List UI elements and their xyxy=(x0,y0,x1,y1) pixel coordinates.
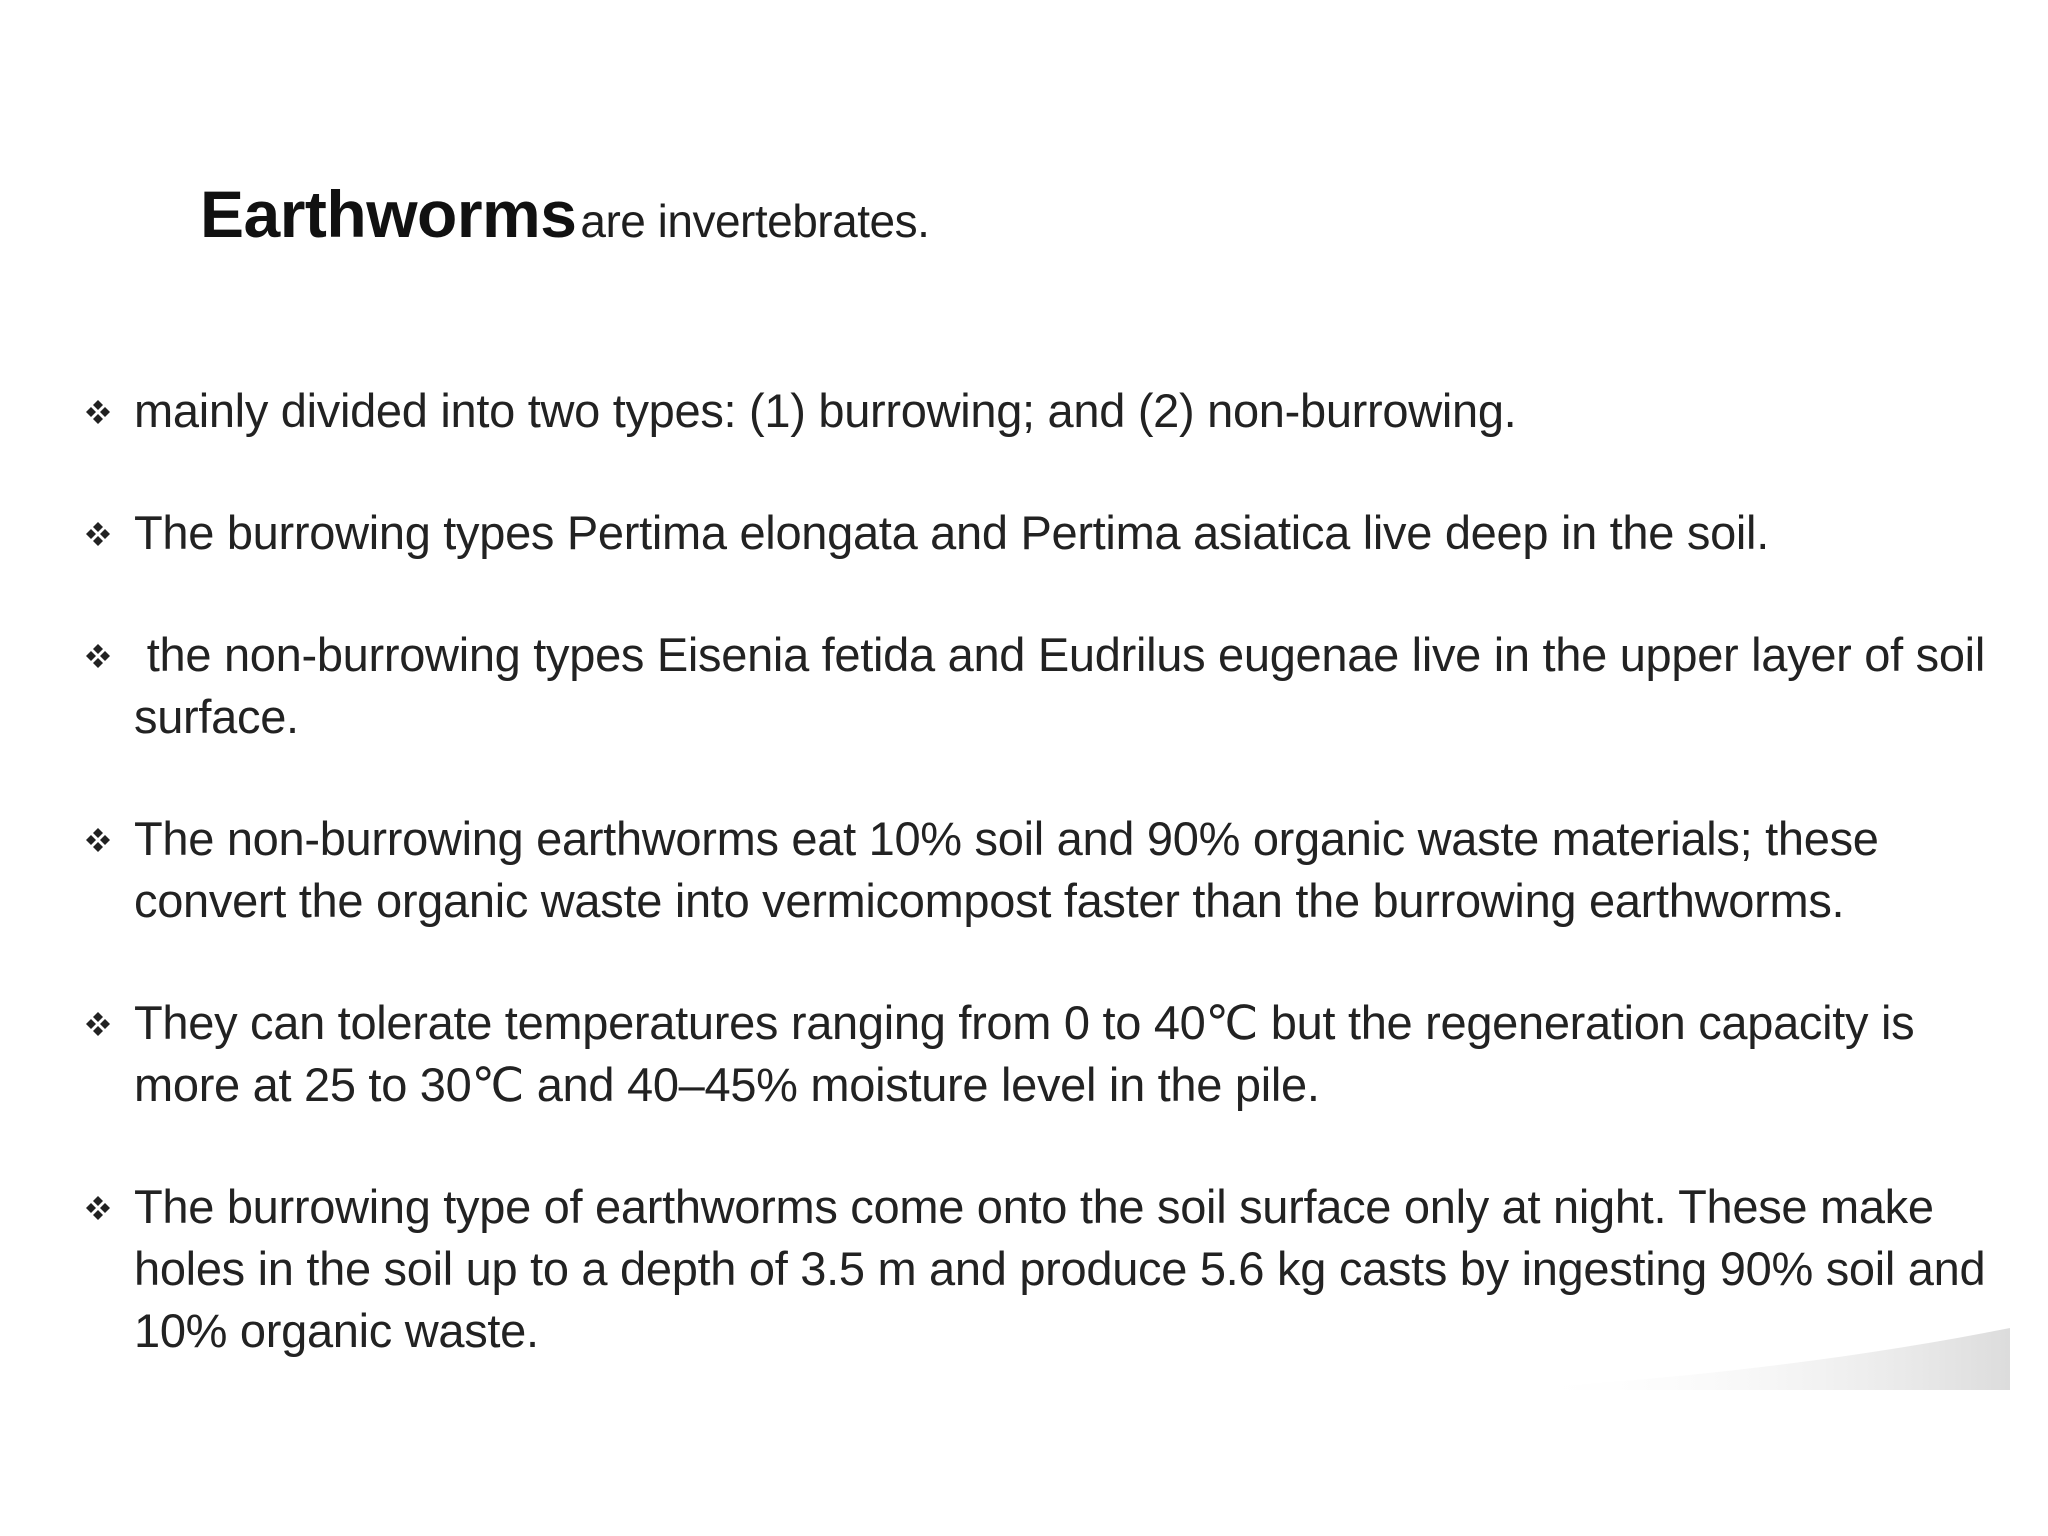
bullet-text: mainly divided into two types: (1) burrowing; and (2) non-burrowing. xyxy=(134,384,1517,437)
bullet-text: the non-burrowing types Eisenia fetida and Eudrilus eugenae live in the upper layer of soil surface. xyxy=(134,628,1998,743)
bullet-item xyxy=(78,502,2008,564)
bullet-text: The burrowing type of earthworms come onto the soil surface only at night. These make holes in the soil up to a depth of 3.5 m and produce 5.6 kg casts by ingesting 90% soil and 10% organic waste. xyxy=(134,1180,1986,1357)
four-diamond-bullet-icon xyxy=(78,812,118,866)
four-diamond-bullet-icon xyxy=(78,996,118,1050)
bullet-item xyxy=(78,808,2008,932)
bullet-text: The non-burrowing earthworms eat 10% soil and 90% organic waste materials; these convert the organic waste into vermicompost faster than the burrowing earthworms. xyxy=(134,812,1879,927)
bullet-item xyxy=(78,992,2008,1116)
bullet-text: They can tolerate temperatures ranging from 0 to 40℃ but the regeneration capacity is more at 25 to 30℃ and 40–45% moisture level in the pile. xyxy=(134,996,1915,1111)
four-diamond-bullet-icon xyxy=(78,628,118,682)
decorative-shadow xyxy=(1520,1320,2010,1390)
four-diamond-bullet-icon xyxy=(78,1180,118,1234)
title-rest: are invertebrates. xyxy=(580,195,930,247)
four-diamond-bullet-icon xyxy=(78,506,118,560)
bullet-item xyxy=(78,624,2008,748)
four-diamond-bullet-icon xyxy=(78,384,118,438)
bullet-list xyxy=(78,380,2008,1422)
slide-title xyxy=(200,176,929,252)
title-strong: Earthworms xyxy=(200,177,577,251)
bullet-item xyxy=(78,380,2008,442)
bullet-text: The burrowing types Pertima elongata and Pertima asiatica live deep in the soil. xyxy=(134,506,1769,559)
